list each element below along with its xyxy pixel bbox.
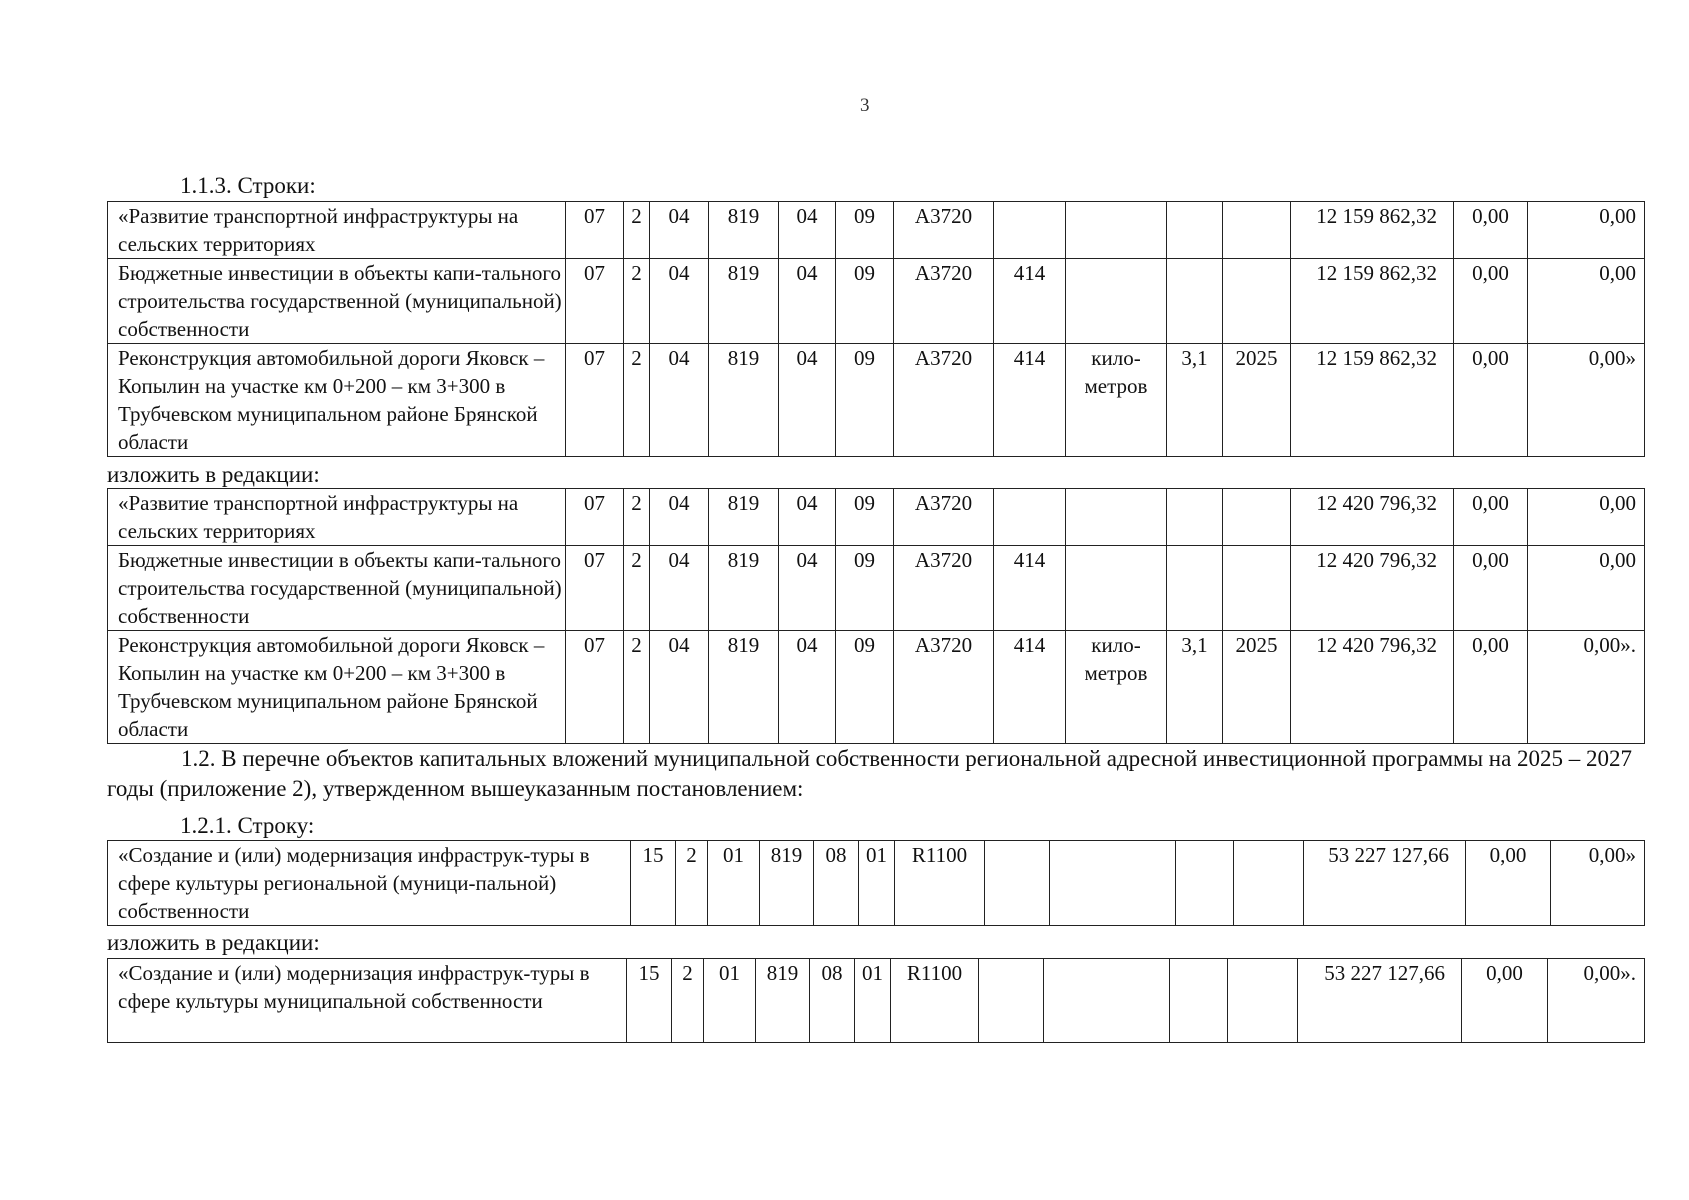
cell-code-6: 09 — [836, 202, 894, 259]
cell-qty — [1167, 546, 1223, 631]
cell-code-3: 04 — [650, 546, 709, 631]
cell-code-8 — [994, 489, 1066, 546]
row-name: Реконструкция автомобильной дороги Яковск – Копылин на участке км 0+200 – км 3+300 в Трубчевском муниципальном районе Брянской области — [108, 631, 566, 744]
cell-code-6: 09 — [836, 489, 894, 546]
cell-value-3: 0,00 — [1528, 259, 1645, 344]
cell-qty — [1167, 259, 1223, 344]
cell-qty — [1170, 959, 1228, 1043]
cell-unit — [1066, 202, 1167, 259]
cell-code-7: А3720 — [894, 202, 994, 259]
cell-value-3: 0,00» — [1528, 344, 1645, 457]
cell-code-1: 15 — [627, 959, 672, 1043]
cell-code-6: 09 — [836, 344, 894, 457]
cell-code-5: 08 — [814, 841, 859, 926]
row-name: Бюджетные инвестиции в объекты капи-тального строительства государственной (муниципальной) собственности — [108, 546, 566, 631]
cell-value-3: 0,00 — [1528, 202, 1645, 259]
cell-code-2: 2 — [624, 202, 650, 259]
cell-year — [1223, 546, 1291, 631]
cell-unit — [1044, 959, 1170, 1043]
cell-amount: 53 227 127,66 — [1304, 841, 1466, 926]
cell-code-1: 07 — [566, 631, 624, 744]
cell-unit: кило-метров — [1066, 344, 1167, 457]
table-row — [108, 546, 1645, 631]
cell-code-1: 07 — [566, 546, 624, 631]
row-name: «Создание и (или) модернизация инфраструк-туры в сфере культуры региональной (муници-пальной) собственности — [108, 841, 631, 926]
cell-code-7: А3720 — [894, 489, 994, 546]
cell-value-2: 0,00 — [1454, 344, 1528, 457]
cell-code-3: 01 — [708, 841, 760, 926]
cell-code-1: 07 — [566, 344, 624, 457]
cell-value-3: 0,00». — [1548, 959, 1645, 1043]
cell-code-7: А3720 — [894, 631, 994, 744]
row-name: Бюджетные инвестиции в объекты капи-тального строительства государственной (муниципальной) собственности — [108, 259, 566, 344]
cell-code-3: 04 — [650, 344, 709, 457]
cell-value-2: 0,00 — [1454, 259, 1528, 344]
cell-amount: 12 420 796,32 — [1291, 546, 1454, 631]
cell-code-8: 414 — [994, 546, 1066, 631]
cell-unit — [1066, 489, 1167, 546]
row-name: «Развитие транспортной инфраструктуры на сельских территориях — [108, 489, 566, 546]
table-1-1-3-old — [107, 201, 1645, 457]
cell-amount: 12 420 796,32 — [1291, 489, 1454, 546]
cell-code-5: 04 — [779, 344, 836, 457]
cell-code-3: 01 — [704, 959, 756, 1043]
cell-code-7: R1100 — [891, 959, 979, 1043]
cell-value-2: 0,00 — [1466, 841, 1551, 926]
cell-code-1: 15 — [631, 841, 676, 926]
table-row — [108, 631, 1645, 744]
cell-code-3: 04 — [650, 202, 709, 259]
cell-code-4: 819 — [709, 489, 779, 546]
table-row — [108, 489, 1645, 546]
cell-code-2: 2 — [624, 631, 650, 744]
cell-amount: 12 159 862,32 — [1291, 344, 1454, 457]
cell-code-5: 04 — [779, 546, 836, 631]
cell-year — [1223, 489, 1291, 546]
cell-qty: 3,1 — [1167, 631, 1223, 744]
cell-code-8: 414 — [994, 259, 1066, 344]
cell-code-1: 07 — [566, 489, 624, 546]
cell-value-2: 0,00 — [1454, 202, 1528, 259]
section-heading-1-2-1: 1.2.1. Строку: — [180, 813, 315, 838]
cell-code-5: 04 — [779, 489, 836, 546]
cell-code-8: 414 — [994, 344, 1066, 457]
cell-value-3: 0,00» — [1551, 841, 1645, 926]
table-1-1-3-new — [107, 488, 1645, 744]
cell-code-2: 2 — [624, 259, 650, 344]
table-row — [108, 841, 1645, 926]
cell-code-3: 04 — [650, 259, 709, 344]
cell-code-5: 08 — [810, 959, 855, 1043]
cell-code-7: R1100 — [895, 841, 985, 926]
cell-code-4: 819 — [760, 841, 814, 926]
row-name: Реконструкция автомобильной дороги Яковск – Копылин на участке км 0+200 – км 3+300 в Трубчевском муниципальном районе Брянской области — [108, 344, 566, 457]
cell-value-3: 0,00 — [1528, 489, 1645, 546]
cell-code-5: 04 — [779, 202, 836, 259]
cell-code-8 — [994, 202, 1066, 259]
cell-year — [1228, 959, 1298, 1043]
cell-code-2: 2 — [624, 546, 650, 631]
cell-value-2: 0,00 — [1454, 489, 1528, 546]
cell-value-2: 0,00 — [1454, 546, 1528, 631]
table-row — [108, 344, 1645, 457]
table-row — [108, 202, 1645, 259]
cell-code-4: 819 — [709, 546, 779, 631]
cell-year — [1234, 841, 1304, 926]
cell-qty: 3,1 — [1167, 344, 1223, 457]
cell-amount: 53 227 127,66 — [1298, 959, 1462, 1043]
cell-code-4: 819 — [709, 202, 779, 259]
cell-year: 2025 — [1223, 344, 1291, 457]
replace-label: изложить в редакции: — [107, 462, 320, 487]
cell-code-4: 819 — [756, 959, 810, 1043]
cell-amount: 12 159 862,32 — [1291, 259, 1454, 344]
row-name: «Развитие транспортной инфраструктуры на сельских территориях — [108, 202, 566, 259]
section-heading-1-1-3: 1.1.3. Строки: — [180, 173, 316, 198]
cell-code-2: 2 — [624, 489, 650, 546]
row-name: «Создание и (или) модернизация инфраструк-туры в сфере культуры муниципальной собственности — [108, 959, 627, 1043]
cell-code-7: А3720 — [894, 344, 994, 457]
cell-amount: 12 420 796,32 — [1291, 631, 1454, 744]
cell-code-8 — [979, 959, 1044, 1043]
cell-amount: 12 159 862,32 — [1291, 202, 1454, 259]
cell-code-2: 2 — [672, 959, 704, 1043]
cell-qty — [1167, 489, 1223, 546]
cell-code-6: 01 — [859, 841, 895, 926]
table-row — [108, 259, 1645, 344]
paragraph-1-2: 1.2. В перечне объектов капитальных вложений муниципальной собственности региональной адресной инвестиционной программы на 2025 – 2027 годы (приложение 2), утвержденном вышеуказанным постановлением: — [107, 746, 1633, 801]
cell-code-5: 04 — [779, 259, 836, 344]
cell-code-3: 04 — [650, 631, 709, 744]
cell-qty — [1167, 202, 1223, 259]
cell-code-8: 414 — [994, 631, 1066, 744]
cell-value-3: 0,00». — [1528, 631, 1645, 744]
cell-value-2: 0,00 — [1454, 631, 1528, 744]
table-row — [108, 959, 1645, 1043]
table-1-2-1-old — [107, 840, 1645, 926]
replace-label: изложить в редакции: — [107, 930, 320, 955]
page-number: 3 — [860, 95, 870, 116]
cell-year — [1223, 259, 1291, 344]
cell-year: 2025 — [1223, 631, 1291, 744]
cell-code-4: 819 — [709, 344, 779, 457]
cell-qty — [1176, 841, 1234, 926]
cell-code-4: 819 — [709, 631, 779, 744]
cell-code-6: 09 — [836, 631, 894, 744]
cell-code-2: 2 — [676, 841, 708, 926]
cell-unit — [1050, 841, 1176, 926]
cell-year — [1223, 202, 1291, 259]
cell-code-8 — [985, 841, 1050, 926]
cell-unit — [1066, 546, 1167, 631]
cell-code-6: 01 — [855, 959, 891, 1043]
cell-code-4: 819 — [709, 259, 779, 344]
cell-code-7: А3720 — [894, 259, 994, 344]
cell-unit: кило-метров — [1066, 631, 1167, 744]
cell-code-1: 07 — [566, 259, 624, 344]
cell-code-3: 04 — [650, 489, 709, 546]
table-1-2-1-new — [107, 958, 1645, 1043]
cell-value-2: 0,00 — [1462, 959, 1548, 1043]
cell-code-5: 04 — [779, 631, 836, 744]
cell-unit — [1066, 259, 1167, 344]
cell-code-1: 07 — [566, 202, 624, 259]
cell-code-7: А3720 — [894, 546, 994, 631]
cell-code-6: 09 — [836, 259, 894, 344]
cell-code-2: 2 — [624, 344, 650, 457]
cell-code-6: 09 — [836, 546, 894, 631]
cell-value-3: 0,00 — [1528, 546, 1645, 631]
